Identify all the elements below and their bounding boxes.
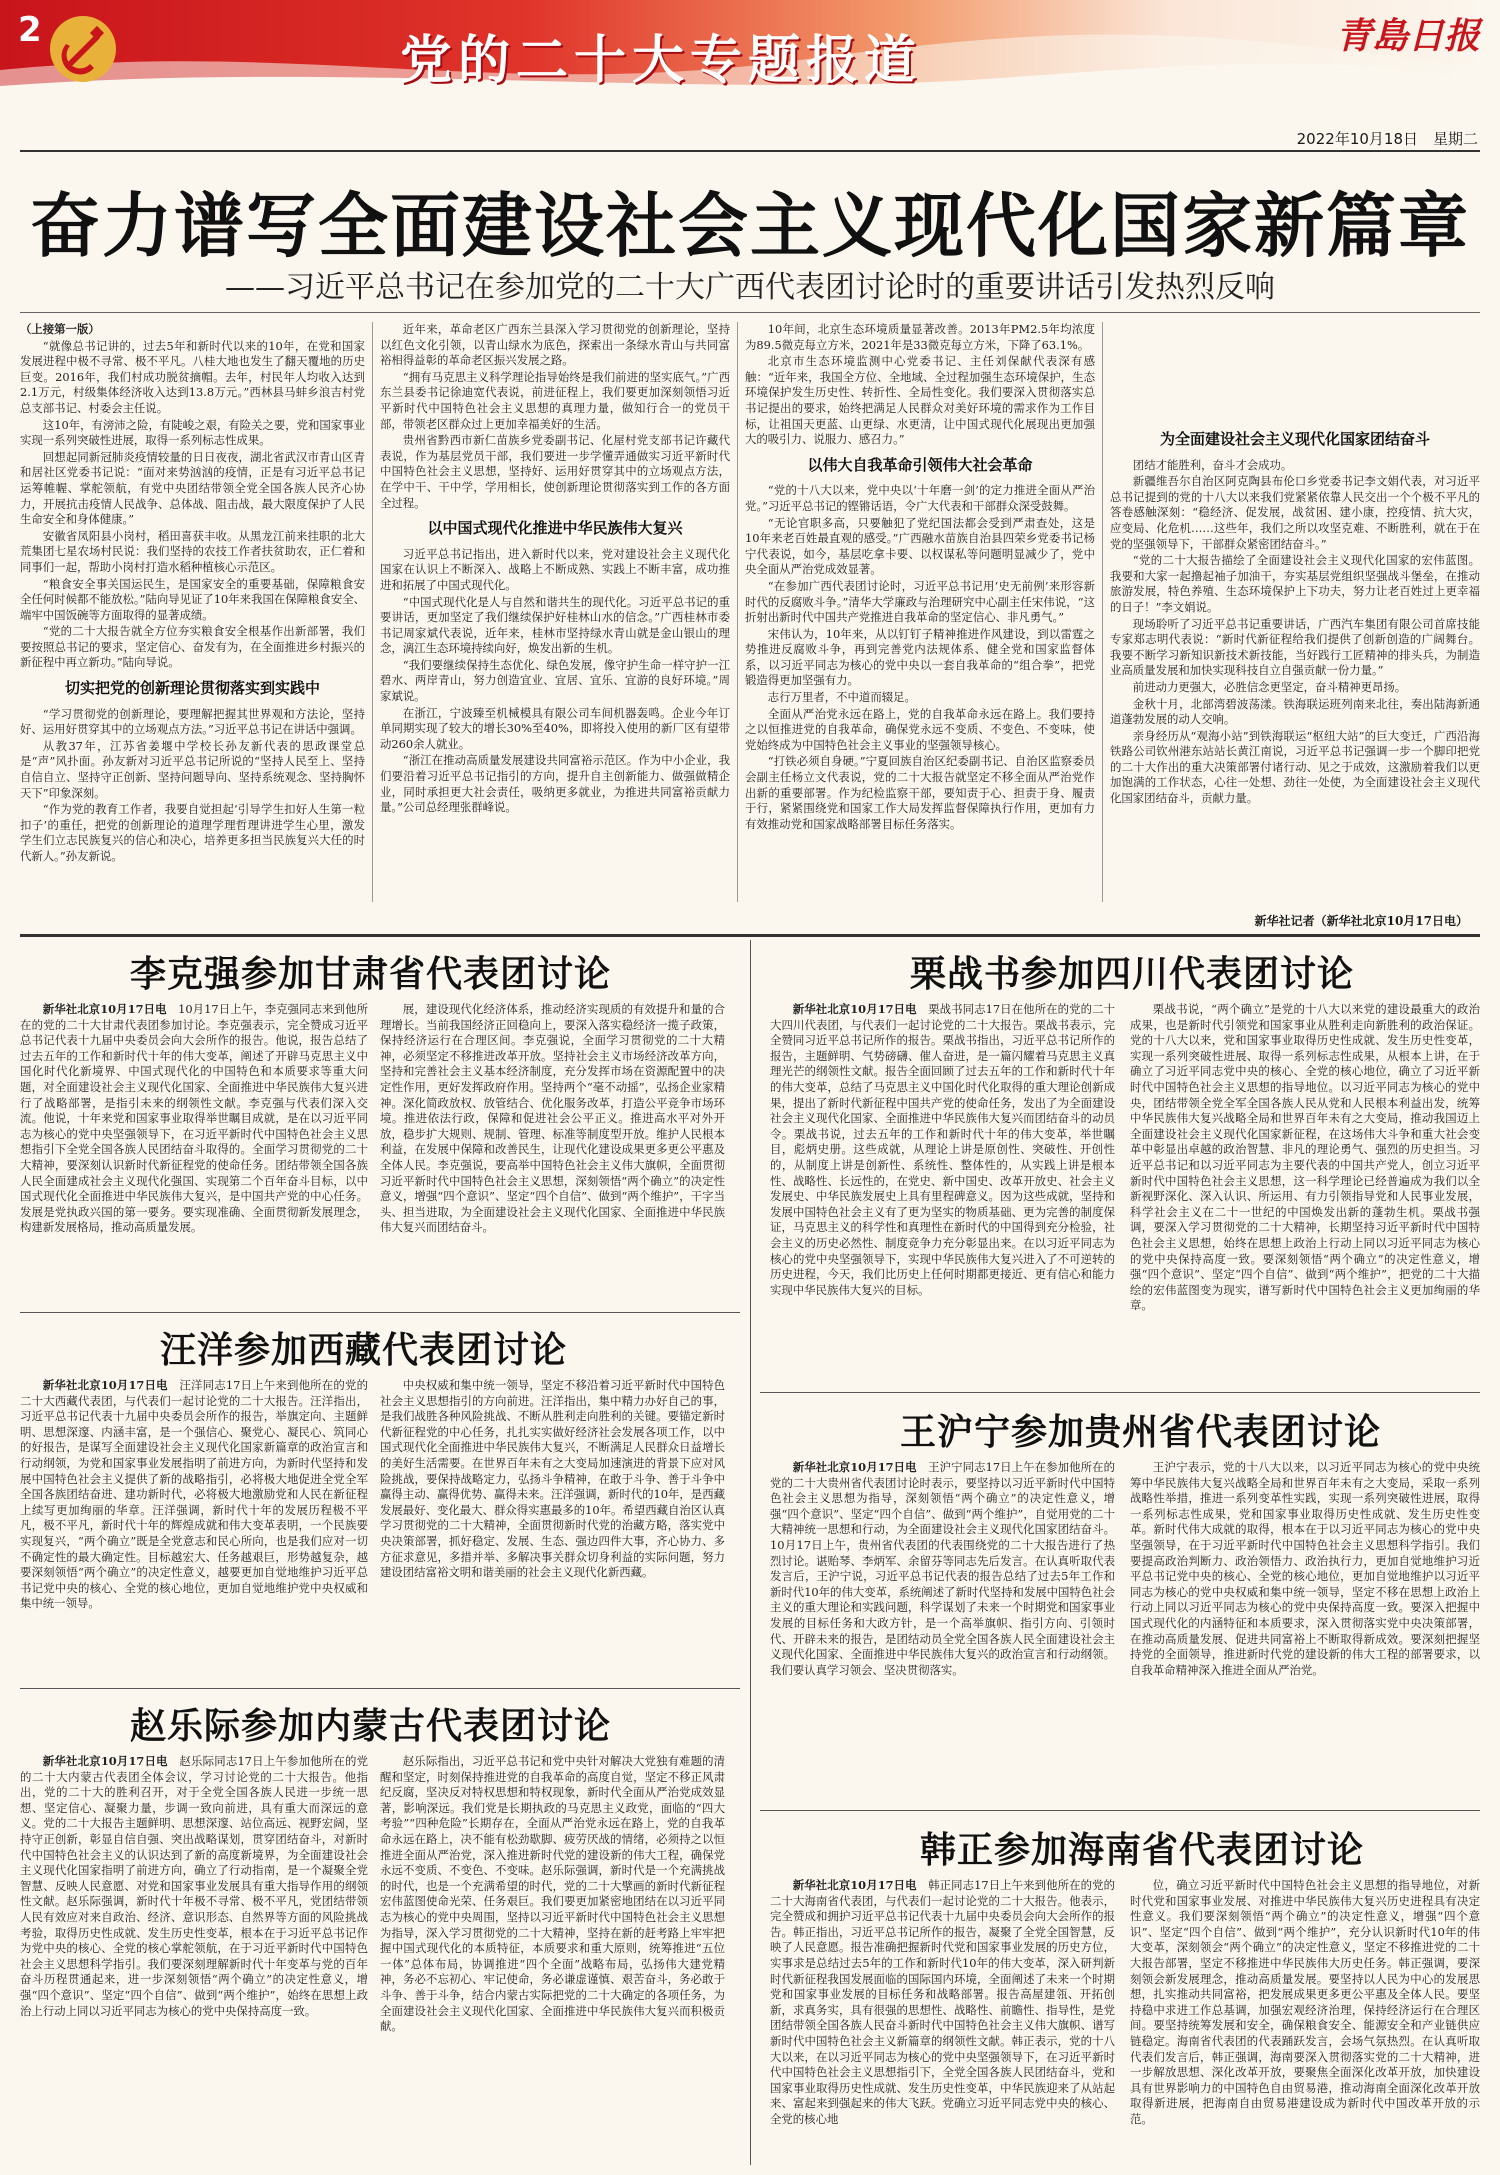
column-divider (737, 322, 738, 902)
paragraph: 新华社北京10月17日电 韩正同志17日上午来到他所在的党的二十大海南省代表团，与代表们一起讨论党的二十大报告。他表示，完全赞成和拥护习近平总书记代表十九届中央委员会向大会所作的报告。韩正指出，习近平总书记所作的报告，凝聚了全党全国智慧，反映了人民意愿。报告准确把握新时代党和国家事业发展的历史方位，实事求是总结过去5年的工作和新时代10年的伟大变革，深入研判新时代新征程我国发展面临的国际国内环境，全面阐述了未来一个时期党和国家事业发展的目标任务和战略部署。报告高屋建瓴、开拓创新，求真务实，具有很强的思想性、战略性、前瞻性、指导性，是党团结带领全国各族人民奋斗新时代中国特色社会主义伟大旗帜、谱写新时代中国特色社会主义新篇章的纲领性文献。韩正表示，党的十八大以来，在以习近平同志为核心的党中央坚强领导下，在习近平新时代中国特色社会主义思想指引下，全党全国各族人民团结奋斗，党和国家事业取得历史性成就、发生历史性变革，中华民族迎来了从站起来、富起来到强起来的伟大飞跃。党确立习近平同志党中央的核心、全党的核心地 (770, 1878, 1115, 2126)
lead-headline: 奋力谱写全面建设社会主义现代化国家新篇章 (30, 185, 1470, 267)
article-guizhou-col-2 (1130, 1460, 1480, 1800)
lead-subtitle-1: 切实把党的创新理论贯彻落实到实践中 (64, 679, 320, 698)
article-title-gansu: 李克强参加甘肃省代表团讨论 (130, 954, 612, 995)
article-gansu-col-1 (20, 1002, 368, 1302)
paragraph: “学习贯彻党的创新理论，要理解把握其世界观和方法论，坚持好、运用好贯穿其中的立场观点方法。”习近平总书记在讲话中强调。 (20, 706, 365, 737)
article-gansu-col-2 (380, 1002, 725, 1302)
lead-credit: 新华社记者（新华社北京10月17日电） (1254, 914, 1468, 928)
article-rule (20, 1312, 740, 1313)
article-rule (760, 1392, 1480, 1393)
article-title-sichuan: 栗战书参加四川代表团讨论 (910, 954, 1355, 995)
column-divider (372, 322, 373, 902)
paragraph: 习近平总书记指出，进入新时代以来，党对建设社会主义现代化国家在认识上不断深入、战略上不断成熟、实践上不断丰富，成功推进和拓展了中国式现代化。 (380, 546, 730, 592)
article-sichuan-col-1 (770, 1002, 1115, 1382)
article-guizhou-col-1 (770, 1460, 1115, 1800)
paragraph: 新华社北京10月17日电 赵乐际同志17日上午参加他所在的党的二十大内蒙古代表团全体会议，学习讨论党的二十大报告。他指出，党的二十大的胜利召开，对于全党全国各族人民进一步统一思想、坚定信心、凝聚力量，步调一致向前进，具有重大而深远的意义。党的二十大报告主题鲜明、思想深邃、站位高远、视野宏阔，坚持守正创新，彰显自信自强、突出战略谋划，贯穿团结奋斗，对新时代中国特色社会主义的认识达到了新的高度新境界，为全面建设社会主义现代化国家指明了前进方向，确立了行动指南，是一个凝聚全党智慧、反映人民意愿、对党和国家事业发展具有重大指导作用的纲领性文献。赵乐际强调，新时代十年极不寻常、极不平凡，党团结带领人民有效应对来自政治、经济、意识形态、自然界等方面的风险挑战考验，取得历史性成就、发生历史性变革，根本在于习近平总书记作为党中央的核心、全党的核心掌舵领航，在于习近平新时代中国特色社会主义思想科学指引。我们要深刻理解新时代十年变革与党的百年奋斗历程贯通起来，进一步深刻领悟“两个确立”的决定性意义，增强“四个意识”、坚定“四个自信”、做到“两个维护”，始终在思想上政治上行动上同以习近平同志为核心的党中央保持高度一致。 (20, 1754, 368, 2018)
paragraph: “无论官职多高，只要触犯了党纪国法都会受到严肃查处，这是10年来老百姓最直观的感受。”广西融水苗族自治县四荣乡党委书记杨宁代表说，如今，基层吃拿卡要、以权谋私等问题明显减少了，党中央全面从严治党成效显著。 (745, 515, 1095, 577)
paragraph: 中央权威和集中统一领导，坚定不移沿着习近平新时代中国特色社会主义思想指引的方向前进。汪洋指出，集中精力办好自己的事，是我们战胜各种风险挑战、不断从胜利走向胜利的关键。要锚定新时代新征程党的中心任务，扎扎实实做好经济社会发展各项工作，以中国式现代化全面推进中华民族伟大复兴，不断满足人民群众日益增长的美好生活需要。在世界百年未有之大变局加速演进的背景下应对风险挑战，要保持战略定力，弘扬斗争精神，在敢于斗争、善于斗争中赢得主动、赢得优势、赢得未来。汪洋强调，新时代的10年，是西藏发展最好、变化最大、群众得实惠最多的10年。希望西藏自治区认真学习贯彻党的二十大精神，全面贯彻新时代党的治藏方略，落实党中央决策部署，抓好稳定、发展、生态、强边四件大事，齐心协力、多方征求意见，多措并举、多解决事关群众切身利益的实际问题，努力建设团结富裕文明和谐美丽的社会主义现代化新西藏。 (380, 1378, 725, 1580)
paragraph: 在浙江，宁波臻至机械模具有限公司车间机器轰鸣。企业今年订单同期实现了较大的增长30%至40%，即将投入使用的新厂区有望带动260余人就业。 (380, 705, 730, 751)
issue-date: 2022年10月18日 星期二 (1296, 130, 1478, 148)
paragraph: 位，确立习近平新时代中国特色社会主义思想的指导地位，对新时代党和国家事业发展、对推进中华民族伟大复兴历史进程具有决定性意义。我们要深刻领悟“两个确立”的决定性意义，增强“四个意识”、坚定“四个自信”、做到“两个维护”，充分认识新时代10年的伟大变革，深刻领会“两个确立”的决定性意义，坚定不移推进党的二十大报告部署，坚定不移推进中华民族伟大历史任务。韩正强调，要深刻领会新发展理念，推动高质量发展。要坚持以人民为中心的发展思想，扎实推动共同富裕，把发展成果更多更公平惠及全体人民。要坚持稳中求进工作总基调，加强宏观经济治理，保持经济运行在合理区间。要坚持统筹发展和安全，确保粮食安全、能源安全和产业链供应链稳定。海南省代表团的代表踊跃发言，会场气氛热烈。在认真听取代表们发言后，韩正强调，海南要深入贯彻落实党的二十大精神，进一步解放思想、深化改革开放，要聚焦全面深化改革开放，加快建设具有世界影响力的中国特色自由贸易港，推动海南全面深化改革开放取得新进展，把海南自由贸易港建设成为新时代中国改革开放的示范。 (1130, 1878, 1480, 2126)
paragraph: 新华社北京10月17日电 栗战书同志17日在他所在的党的二十大四川代表团，与代表们一起讨论党的二十大报告。栗战书表示，完全赞同习近平总书记所作的报告。栗战书指出，习近平总书记所作的报告，主题鲜明、气势磅礴、催人奋进，是一篇闪耀着马克思主义真理光芒的纲领性文献。报告全面回顾了过去五年的工作和新时代十年的伟大变革，总结了马克思主义中国化时代化取得的重大理论创新成果，提出了新时代新征程中国共产党的使命任务，发出了为全面建设社会主义现代化国家、全面推进中华民族伟大复兴而团结奋斗的动员令。栗战书说，过去五年的工作和新时代十年的伟大变革，举世瞩目，彪炳史册。这些成就，从理论上讲是原创性、突破性、开创性的，从制度上讲是创新性、系统性、整体性的，从实践上讲是根本性、战略性、长远性的，在党史、新中国史、改革开放史、社会主义发展史、中华民族发展史上具有里程碑意义。因为这些成就，坚持和发展中国特色社会主义有了更为坚实的物质基础、更为完善的制度保证，马克思主义的科学性和真理性在新时代的中国得到充分检验，社会主义的历史必然性、制度竞争力充分彰显出来。在以习近平同志为核心的党中央坚强领导下，实现中华民族伟大复兴进入了不可逆转的历史进程，今天，我们比历史上任何时期都更接近、更有信心和能力实现中华民族伟大复兴的目标。 (770, 1002, 1115, 1297)
column-divider (1102, 322, 1103, 902)
paragraph: 回想起同新冠肺炎疫情较量的日日夜夜，湖北省武汉市青山区青和居社区党委书记说：“面对来势汹汹的疫情，正是有习近平总书记运筹帷幄、掌舵领航，有党中央团结带领全党全国各族人民齐心协力，开展抗击疫情人民战争、总体战、阻击战，最大限度保护了人民生命安全和身体健康。” (20, 449, 365, 527)
dateline: 新华社北京10月17日电 (792, 1878, 917, 1892)
paragraph: 贵州省黔西市新仁苗族乡党委副书记、化屋村党支部书记许藏代表说，作为基层党员干部，我们要进一步学懂弄通做实习近平新时代中国特色社会主义思想，坚持好、运用好贯穿其中的立场观点方法，在学中干、干中学，学用相长，使创新理论贯彻落实到工作的各方面全过程。 (380, 433, 730, 510)
paragraph: “粮食安全事关国运民生，是国家安全的重要基础，保障粮食安全任何时候都不能放松。”陆向导见证了10年来我国在保障粮食安全、端牢中国饭碗等方面取得的显著成绩。 (20, 576, 365, 622)
paragraph: “在参加广西代表团讨论时，习近平总书记用‘史无前例’来形容新时代的反腐败斗争。”清华大学廉政与治理研究中心副主任宋伟说，“这折射出新时代中国共产党推进自我革命的坚定信心、非凡勇气。” (745, 578, 1095, 625)
lead-subheadline: ——习近平总书记在参加党的二十大广西代表团讨论时的重要讲话引发热烈反响 (225, 270, 1275, 305)
article-title-neimenggu: 赵乐际参加内蒙古代表团讨论 (130, 1706, 612, 1747)
paragraph: “就像总书记讲的，过去5年和新时代以来的10年，在党和国家发展进程中极不寻常、极不平凡。八桂大地也发生了翻天覆地的历史巨变。2016年，我们村成功脱贫摘帽。去年，村民年人均收入达到2.1万元，村级集体经济收入达到13.8万元。”西林县马蚌乡浪吉村党总支部书记、村委会主任说。 (20, 338, 365, 415)
paragraph: 团结才能胜利，奋斗才会成功。 (1132, 457, 1293, 472)
paragraph: 栗战书说，“两个确立”是党的十八大以来党的建设最重大的政治成果，也是新时代引领党和国家事业从胜利走向新胜利的政治保证。党的十八大以来，党和国家事业取得历史性成就、发生历史性变革，实现一系列突破性进展、取得一系列标志性成果，从根本上讲，在于确立了习近平同志党中央的核心、全党的核心地位，确立了习近平新时代中国特色社会主义思想的指导地位。以习近平同志为核心的党中央，团结带领全党全军全国各族人民从党和人民根本利益出发，统筹中华民族伟大复兴战略全局和世界百年未有之大变局，推动我国迈上全面建设社会主义现代化国家新征程，在这场伟大斗争和重大社会变革中彰显出卓越的政治智慧、非凡的理论勇气、强烈的历史担当。习近平总书记和以习近平同志为主要代表的中国共产党人，创立习近平新时代中国特色社会主义思想，这一科学理论已经普遍成为我们以全新视野深化、深入认识、所运用、有力引领指导党和人民事业发展，科学社会主义在二十一世纪的中国焕发出新的蓬勃生机。栗战书强调，要深入学习贯彻党的二十大精神，长期坚持习近平新时代中国特色社会主义思想，始终在思想上政治上行动上同以习近平同志为核心的党中央保持高度一致。要深刻领悟“两个确立”的决定性意义，增强“四个意识”、坚定“四个自信”、做到“两个维护”，把党的二十大描绘的宏伟蓝图变为现实，谱写新时代中国特色社会主义更加绚丽的华章。 (1130, 1002, 1480, 1313)
article-hainan-col-1 (770, 1878, 1115, 2166)
lead-column-2 (380, 322, 730, 902)
paragraph: 现场聆听了习近平总书记重要讲话，广西汽车集团有限公司首席技能专家郑志明代表说：“新时代新征程给我们提供了创新创造的广阔舞台。我要不断学习新知识新技术新技能，当好践行工匠精神的排头兵，为制造业高质量发展和加快实现科技自立自强贡献一份力量。” (1110, 616, 1480, 678)
article-title-xizang: 汪洋参加西藏代表团讨论 (160, 1330, 568, 1371)
lead-subtitle-2: 以中国式现代化推进中华民族伟大复兴 (427, 519, 683, 538)
paragraph: 这10年，有滂沛之险，有陡峻之艰，有险关之要，党和国家事业实现一系列突破性进展，取得一系列标志性成果。 (20, 417, 365, 448)
party-emblem-icon (48, 14, 118, 84)
paragraph: “作为党的教育工作者，我要自觉担起‘引导学生扣好人生第一粒扣子’的重任，把党的创新理论的道理学理哲理讲进学生心里，激发学生们立志民族复兴的信心和决心，培养更多担当民族复兴大任的时代新人。”孙友新说。 (20, 802, 365, 863)
dateline: 新华社北京10月17日电 (42, 1754, 168, 1768)
article-neimenggu-col-1 (20, 1754, 368, 2166)
section-title: 党的二十大专题报道 (400, 31, 923, 91)
paragraph: 金秋十月，北部湾碧波荡漾。铁海联运班列南来北往，奏出陆海新通道蓬勃发展的动人交响。 (1110, 696, 1480, 727)
paragraph: 安徽省凤阳县小岗村，稻田喜获丰收。从黑龙江前来挂职的北大荒集团七星农场村民说：我们坚持的农技工作者扶贫助农，正仁着和同事们一起，帮助小岗村打造水稻种植核心示范区。 (20, 528, 365, 574)
section-rule (20, 934, 1480, 937)
article-hainan-col-2 (1130, 1878, 1480, 2166)
paragraph: 新华社北京10月17日电 汪洋同志17日上午来到他所在的党的二十大西藏代表团，与代表们一起讨论党的二十大报告。汪洋指出，习近平总书记代表十九届中央委员会所作的报告，举旗定向、主题鲜明、思想深邃、内涵丰富，是一个强信心、聚党心、凝民心、筑同心的好报告，是谋写全面建设社会主义现代化国家新篇章的政治宣言和行动纲领，为党和国家事业发展指明了前进方向，为新时代坚持和发展中国特色社会主义提供了新的战略指引，必将极大地促进全党全军全国各族团结奋进、建功新时代，必将极大地激励党和人民在新征程上续写更加绚丽的华章。汪洋强调，新时代十年的发展历程极不平凡，极不平凡，新时代十年的辉煌成就和伟大变革表明，一个民族要实现复兴，“两个确立”既是全党意志和民心所向，也是我们应对一切不确定性的最大确定性。目标越宏大、任务越艰巨，形势越复杂，越要深刻领悟“两个确立”的决定性意义，越要更加自觉地维护习近平总书记党中央的核心、全党的核心地位，更加自觉地维护党中央权威和集中统一领导。 (20, 1378, 368, 1611)
article-title-guizhou: 王沪宁参加贵州省代表团讨论 (900, 1412, 1382, 1453)
paragraph: “党的二十大报告就全方位夯实粮食安全根基作出新部署，我们要按照总书记的要求，坚定信心、奋发有为，在全面推进乡村振兴的新征程中再立新功。”陆向导说。 (20, 624, 365, 670)
paragraph: 王沪宁表示，党的十八大以来，以习近平同志为核心的党中央统筹中华民族伟大复兴战略全局和世界百年未有之大变局，采取一系列战略性举措，推进一系列变革性实践，实现一系列突破性进展，取得一系列标志性成果，党和国家事业取得历史性成就、发生历史性变革。新时代伟大成就的取得，根本在于以习近平同志为核心的党中央坚强领导，在于习近平新时代中国特色社会主义思想科学指引。我们要提高政治判断力、政治领悟力、政治执行力，更加自觉地维护习近平总书记党中央的核心、全党的核心地位，更加自觉地维护以习近平同志为核心的党中央权威和集中统一领导，坚定不移在思想上政治上行动上同以习近平同志为核心的党中央保持高度一致。要深入把握中国式现代化的内涵特征和本质要求，深入贯彻落实党中央决策部署，在推动高质量发展、促进共同富裕上不断取得新成效。要深刻把握坚持党的全面领导，推进新时代党的建设新的伟大工程的部署要求，以自我革命精神深入推进全面从严治党。 (1130, 1460, 1480, 1677)
continued-note: （上接第一版） (20, 322, 100, 336)
dateline: 新华社北京10月17日电 (42, 1378, 168, 1392)
masthead-banner (0, 0, 1500, 96)
article-sichuan-col-2 (1130, 1002, 1480, 1382)
article-neimenggu-col-2 (380, 1754, 725, 2166)
paragraph: 全面从严治党永远在路上，党的自我革命永远在路上。我们要持之以恒推进党的自我革命，确保党永远不变质、不变色、不变味，使党始终成为中国特色社会主义事业的坚强领导核心。 (745, 706, 1095, 752)
paragraph: 志行万里者，不中道而辍足。 (767, 690, 916, 705)
paragraph: “浙江在推动高质量发展建设共同富裕示范区。作为中小企业，我们要沿着习近平总书记指引的方向，提升自主创新能力、做强做精企业，同时承担更大社会责任，吸纳更多就业，为推进共同富裕贡献力量。”公司总经理张群峰说。 (380, 753, 730, 815)
dateline: 新华社北京10月17日电 (792, 1460, 917, 1474)
article-rule (760, 1810, 1480, 1811)
paragraph: “中国式现代化是人与自然和谐共生的现代化。习近平总书记的重要讲话，更加坚定了我们继续保护好桂林山水的信念。”广西桂林市委书记周家斌代表说，近年来，桂林市坚持绿水青山就是金山银山的理念，漓江生态环境持续向好，焕发出新的生机。 (380, 594, 730, 656)
paragraph: 新疆维吾尔自治区阿克陶县布伦口乡党委书记李文娟代表，对习近平总书记提到的党的十八大以来我们党紧紧依靠人民交出一个个极不平凡的答卷感触深刻：“稳经济、促发展，战贫困、建小康，控疫情、抗大灾，应变局、化危机……这些年，我们之所以攻坚克难、不断胜利，就在于在党的坚强领导下，干部群众紧密团结奋斗。” (1110, 474, 1480, 551)
lead-column-1 (20, 322, 365, 902)
paragraph: 赵乐际指出，习近平总书记和党中央针对解决大党独有难题的清醒和坚定，时刻保持推进党的自我革命的高度自觉，坚定不移正风肃纪反腐，坚决反对特权思想和特权现象，新时代全面从严治党成效显著，影响深远。我们党是长期执政的马克思主义政党，面临的“四大考验”“四种危险”长期存在，全面从严治党永远在路上，党的自我革命永远在路上，决不能有松劲歇脚、疲劳厌战的情绪，必须持之以恒推进全面从严治党，深入推进新时代党的建设新的伟大工程，确保党永远不变质、不变色、不变味。赵乐际强调，新时代是一个充满挑战的时代，也是一个充满希望的时代，党的二十大擘画的新时代新征程宏伟蓝图使命光荣、任务艰巨。我们要更加紧密地团结在以习近平同志为核心的党中央周围，坚持以习近平新时代中国特色社会主义思想为指导，深入学习贯彻党的二十大精神，坚持在新的赶考路上牢牢把握中国式现代化的本质特征，本质要求和重大原则，统筹推进“五位一体”总体布局，协调推进“四个全面”战略布局，弘扬伟大建党精神，务必不忘初心、牢记使命，务必谦虚谨慎、艰苦奋斗，务必敢于斗争、善于斗争，结合内蒙古实际把党的二十大确定的各项任务，为全面建设社会主义现代化国家、全面推进中华民族伟大复兴而积极贡献。 (380, 1754, 725, 2034)
lead-column-4 (1110, 322, 1480, 902)
paragraph: 新华社北京10月17日电 10月17日上午，李克强同志来到他所在的党的二十大甘肃代表团参加讨论。李克强表示，完全赞成习近平总书记代表十九届中央委员会向大会所作的报告。他说，报告总结了过去五年的工作和新时代十年的伟大变革，阐述了开辟马克思主义中国化时代化新境界、中国式现代化的中国特色和本质要求等重大问题，对全面建设社会主义现代化国家、全面推进中华民族伟大复兴进行了战略部署，是指引未来的纲领性文献。李克强与代表们深入交流。他说，十年来党和国家事业取得举世瞩目成就，是在以习近平同志为核心的党中央坚强领导下，在习近平新时代中国特色社会主义思想指引下全党全国各族人民团结奋斗取得的。全面学习贯彻党的二十大精神，要深刻认识新时代新征程党的使命任务。团结带领全国各族人民全面建成社会主义现代化强国、实现第二个百年奋斗目标，以中国式现代化全面推进中华民族伟大复兴，是中国共产党的中心任务。发展是党执政兴国的第一要务。要实现准确、全面贯彻新发展理念，构建新发展格局，推动高质量发展。 (20, 1002, 368, 1235)
page-number: 2 (18, 10, 42, 50)
paragraph: 北京市生态环境监测中心党委书记、主任刘保献代表深有感触：“近年来，我国全方位、全地域、全过程加强生态环境保护，生态环境保护发生历史性、转折性、全局性变化。我们要深入贯彻落实总书记提出的要求，始终把满足人民群众对美好环境的需求作为工作目标，让祖国天更蓝、山更绿、水更清，让中国式现代化展现出更加强大的吸引力、说服力、感召力。” (745, 354, 1095, 447)
paragraph: “打铁必须自身硬。”宁夏回族自治区纪委副书记、自治区监察委员会副主任杨立文代表说，党的二十大报告就坚定不移全面从严治党作出新的重要部署。作为纪检监察干部，要知责于心、担责于身、履责于行，紧紧围绕党和国家工作大局发挥监督保障执行作用，更加有力有效推动党和国家战略部署目标任务落实。 (745, 754, 1095, 831)
paragraph: “党的二十大报告描绘了全面建设社会主义现代化国家的宏伟蓝图。我要和大家一起撸起袖子加油干，夯实基层党组织坚强战斗堡垒，在推动旅游发展，特色养殖、生态环境保护上下功夫，努力让老百姓过上更幸福的日子！”李文娟说。 (1110, 553, 1480, 614)
paragraph: 展，建设现代化经济体系，推动经济实现质的有效提升和量的合理增长。当前我国经济正回稳向上，要深入落实稳经济一揽子政策，保持经济运行在合理区间。李克强说，全面学习贯彻党的二十大精神，必须坚定不移推进改革开放。坚持社会主义市场经济改革方向，坚持和完善社会主义基本经济制度，充分发挥市场在资源配置中的决定性作用，更好发挥政府作用。坚持两个“毫不动摇”，弘扬企业家精神。深化简政放权、放管结合、优化服务改革，打造公平竞争市场环境。推进依法行政，保障和促进社会公平正义。推进高水平对外开放，稳步扩大规则、规制、管理、标准等制度型开放。维护人民根本利益，在发展中保障和改善民生，让现代化建设成果更多更公平惠及全体人民。李克强说，要高举中国特色社会主义伟大旗帜，全面贯彻习近平新时代中国特色社会主义思想，深刻领悟“两个确立”的决定性意义，增强“四个意识”、坚定“四个自信”、做到“两个维护”，干字当头、担当进取，为全面建设社会主义现代化国家、全面推进中华民族伟大复兴而团结奋斗。 (380, 1002, 725, 1235)
article-xizang-col-1 (20, 1378, 368, 1678)
paragraph: 宋伟认为，10年来，从以钉钉子精神推进作风建设，到以雷霆之势推进反腐败斗争，再到完善党内法规体系、健全党和国家监督体系，以习近平同志为核心的党中央以一套自我革命的“组合拳”，把党锻造得更加坚强有力。 (745, 626, 1095, 688)
paragraph: 新华社北京10月17日电 王沪宁同志17日上午在参加他所在的党的二十大贵州省代表团讨论时表示，要坚持以习近平新时代中国特色社会主义思想为指导，深刻领悟“两个确立”的决定性意义，增强“四个意识”、坚定“四个自信”、做到“两个维护”，自觉用党的二十大精神统一思想和行动，为全面建设社会主义现代化国家团结奋斗。10月17日上午，贵州省代表团的代表围绕党的二十大报告进行了热烈讨论。谌贻琴、李炳军、余留芬等同志先后发言。在认真听取代表发言后，王沪宁说，习近平总书记代表的报告总结了过去5年工作和新时代10年的伟大变革，系统阐述了新时代坚持和发展中国特色社会主义的重大理论和实践问题，科学谋划了未来一个时期党和国家事业发展的目标任务和大政方针，是一个高举旗帜、指引方向、引领时代、开辟未来的报告，是团结动员全党全国各族人民全面建设社会主义现代化国家、全面推进中华民族伟大复兴的政治宣言和行动纲领。我们要认真学习领会、坚决贯彻落实。 (770, 1460, 1115, 1677)
paragraph: 10年间，北京生态环境质量显著改善。2013年PM2.5年均浓度为89.5微克每立方米，2021年是33微克每立方米，下降了63.1%。 (745, 322, 1095, 352)
top-rule (20, 150, 1480, 152)
paragraph: “拥有马克思主义科学理论指导始终是我们前进的坚实底气。”广西东兰县委书记徐迪宽代表说，前进征程上，我们要更加深刻领悟习近平新时代中国特色社会主义思想的真理力量，做知行合一的党员干部，带领老区群众过上更加幸福美好的生活。 (380, 369, 730, 431)
lead-subtitle-3: 以伟大自我革命引领伟大社会革命 (807, 455, 1033, 474)
paragraph: 前进动力更强大，必胜信念更坚定，奋斗精神更昂扬。 (1132, 679, 1407, 694)
paragraph: “党的十八大以来，党中央以‘十年磨一剑’的定力推进全面从严治党。”习近平总书记的铿锵话语，令广大代表和干部群众深受鼓舞。 (745, 483, 1095, 513)
article-title-hainan: 韩正参加海南省代表团讨论 (920, 1830, 1365, 1871)
paragraph: “我们要继续保持生态优化、绿色发展，像守护生命一样守护一江碧水、两岸青山，努力创造宜业、宜居、宜乐、宜游的良好环境。”周家斌说。 (380, 657, 730, 704)
article-rule (20, 1688, 740, 1689)
paragraph: 亲身经历从“观海小站”到铁海联运“枢纽大站”的巨大变迁，广西沿海铁路公司钦州港东站站长黄江南说，习近平总书记强调一步一个脚印把党的二十大作出的重大决策部署付诸行动、见之于成效，这激励着我们以更加饱满的工作状态，心往一处想、劲往一处使，为全面建设社会主义现代化国家团结奋斗，贡献力量。 (1110, 728, 1480, 806)
headline-rule (20, 312, 1480, 313)
page-center-divider (750, 940, 751, 2165)
newspaper-logo: 青島日报 (1335, 15, 1480, 57)
lead-column-3 (745, 322, 1095, 902)
paragraph: 从教37年，江苏省姜堰中学校长孙友新代表的思政课堂总是“声”风扑面。孙友新对习近平总书记所说的“坚持人民至上、坚持自信自立、坚持守正创新、坚持问题导向、坚持系统观念、坚持胸怀天下”印象深刻。 (20, 738, 365, 800)
dateline: 新华社北京10月17日电 (42, 1002, 167, 1016)
lead-subtitle-4: 为全面建设社会主义现代化国家团结奋斗 (1159, 430, 1430, 448)
article-xizang-col-2 (380, 1378, 725, 1678)
paragraph: 近年来，革命老区广西东兰县深入学习贯彻党的创新理论，坚持以红色文化引领，以青山绿水为底色，探索出一条绿水青山与共同富裕相得益彰的革命老区振兴发展之路。 (380, 322, 730, 368)
dateline: 新华社北京10月17日电 (792, 1002, 917, 1016)
